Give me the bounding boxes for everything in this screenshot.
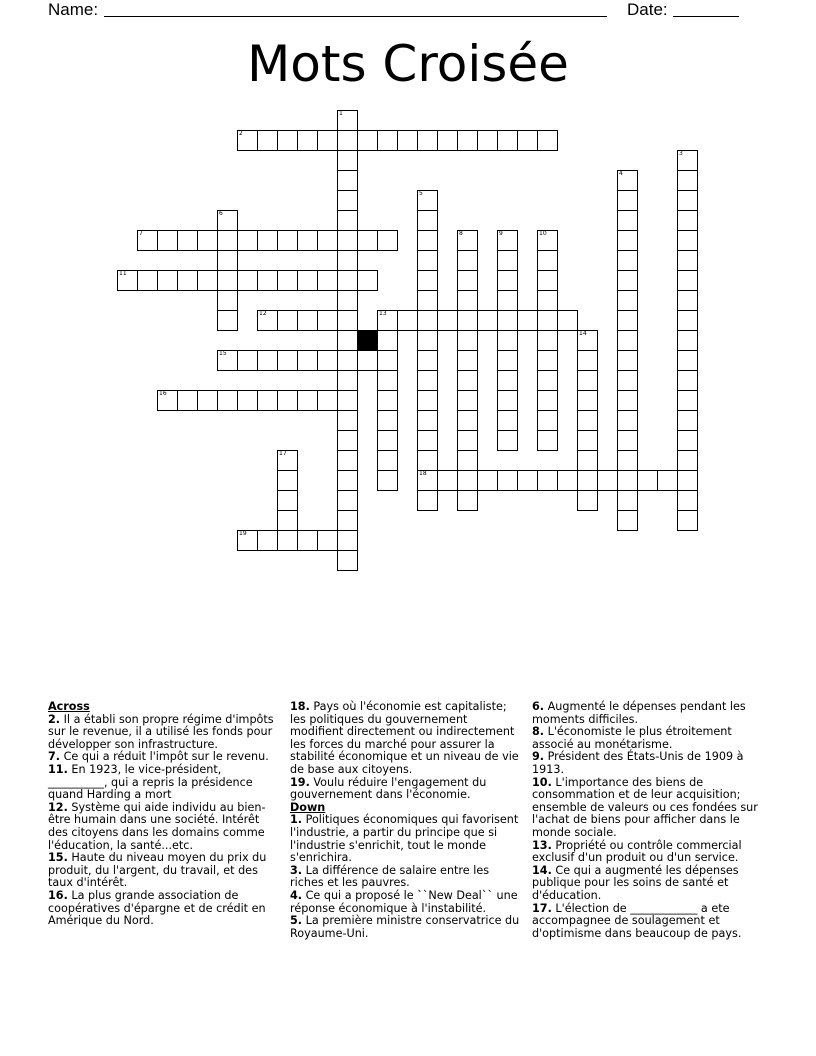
clue-item (290, 777, 522, 802)
grid-cell[interactable] (277, 390, 298, 411)
clue-text: Pays où l'économie est capitaliste; les politiques du gouvernement modifient directement ou indirectement les forces du marché pour assurer la stabilité économique et un niveau de vie de base aux citoyens. (290, 700, 519, 776)
clue-number: 18 (419, 470, 427, 477)
name-label: Name: (48, 0, 99, 19)
grid-cell[interactable] (297, 130, 318, 151)
grid-cell[interactable] (677, 370, 698, 391)
clue-number-label: 1. (290, 813, 303, 827)
grid-cell[interactable] (497, 430, 518, 451)
clue-number-label: 6. (532, 700, 545, 713)
grid-cell[interactable] (317, 130, 338, 151)
grid-cell[interactable] (417, 210, 438, 231)
grid-cell[interactable] (597, 470, 618, 491)
grid-cell[interactable] (537, 130, 558, 151)
grid-cell[interactable] (437, 470, 458, 491)
grid-cell[interactable] (537, 370, 558, 391)
grid-cell[interactable] (417, 370, 438, 391)
clue-number: 4 (619, 170, 623, 177)
grid-cell[interactable] (677, 270, 698, 291)
grid-cell[interactable] (677, 230, 698, 251)
grid-cell[interactable] (497, 410, 518, 431)
grid-cell[interactable] (377, 230, 398, 251)
clues-column-3 (532, 701, 764, 940)
grid-cell[interactable] (357, 270, 378, 291)
clue-item (532, 751, 764, 776)
clues-column-1 (48, 701, 276, 928)
clue-number: 7 (139, 230, 143, 237)
grid-cell[interactable] (257, 390, 278, 411)
grid-cell[interactable] (437, 130, 458, 151)
grid-cell[interactable] (377, 370, 398, 391)
grid-cell[interactable] (317, 270, 338, 291)
grid-cell[interactable] (617, 370, 638, 391)
clue-item (532, 840, 764, 865)
grid-cell[interactable] (337, 410, 358, 431)
grid-cell[interactable] (537, 390, 558, 411)
grid-cell[interactable] (577, 430, 598, 451)
clue-number-label: 7. (48, 750, 61, 764)
grid-cell[interactable] (537, 270, 558, 291)
clue-number: 3 (679, 150, 683, 157)
grid-cell[interactable] (317, 390, 338, 411)
grid-cell[interactable] (397, 130, 418, 151)
grid-cell[interactable] (337, 210, 358, 231)
clue-number: 6 (219, 210, 223, 217)
grid-cell[interactable] (677, 350, 698, 371)
grid-cell[interactable] (497, 270, 518, 291)
grid-cell[interactable] (497, 130, 518, 151)
grid-cell[interactable] (677, 330, 698, 351)
grid-cell[interactable] (277, 490, 298, 511)
grid-cell[interactable] (277, 530, 298, 551)
grid-cell[interactable] (457, 470, 478, 491)
grid-cell[interactable] (617, 470, 638, 491)
clue-text: Ce qui a réduit l'impôt sur le revenu. (60, 750, 269, 764)
clue-item (290, 865, 522, 890)
grid-cell[interactable] (537, 350, 558, 371)
clue-number-label: 17. (532, 901, 552, 915)
grid-cell[interactable] (617, 450, 638, 471)
grid-cell[interactable] (457, 390, 478, 411)
grid-cell[interactable] (157, 270, 178, 291)
grid-cell[interactable] (677, 470, 698, 491)
grid-cell[interactable] (257, 270, 278, 291)
clue-item (532, 865, 764, 903)
grid-cell[interactable] (497, 310, 518, 331)
grid-cell[interactable] (177, 270, 198, 291)
grid-cell[interactable] (577, 490, 598, 511)
grid-cell[interactable] (337, 450, 358, 471)
clue-number: 17 (279, 450, 287, 457)
clue-item (48, 714, 276, 752)
clue-number-label: 2. (48, 712, 61, 726)
grid-cell[interactable] (417, 130, 438, 151)
clue-text: Président des États-Unis de 1909 à 1913. (532, 750, 744, 776)
grid-cell[interactable] (357, 130, 378, 151)
grid-cell[interactable] (197, 390, 218, 411)
grid-cell[interactable] (257, 350, 278, 371)
grid-cell[interactable] (377, 350, 398, 371)
grid-cell[interactable] (677, 410, 698, 431)
grid-cell[interactable] (277, 310, 298, 331)
grid-cell[interactable] (337, 230, 358, 251)
grid-cell[interactable] (617, 350, 638, 371)
grid-cell[interactable] (197, 270, 218, 291)
grid-cell[interactable] (337, 550, 358, 571)
grid-cell[interactable] (577, 410, 598, 431)
grid-cell[interactable] (277, 270, 298, 291)
grid-cell[interactable] (457, 410, 478, 431)
grid-cell[interactable] (417, 410, 438, 431)
clue-number: 16 (159, 390, 167, 397)
grid-cell[interactable] (677, 490, 698, 511)
grid-cell[interactable] (457, 250, 478, 271)
grid-cell[interactable] (557, 310, 578, 331)
grid-cell[interactable] (457, 490, 478, 511)
grid-cell[interactable] (377, 470, 398, 491)
grid-cell[interactable] (337, 310, 358, 331)
grid-cell[interactable] (257, 230, 278, 251)
clue-text: L'importance des biens de consommation et de leur acquisition; ensemble de valeurs ou ces fondées sur l'achat de biens pour afficher dans le monde sociale. (532, 775, 758, 839)
clue-text: En 1923, le vice-président, __________, qui a repris la présidence quand Harding a mort (48, 762, 253, 802)
clue-number: 8 (459, 230, 463, 237)
clue-item (290, 814, 522, 864)
grid-cell[interactable] (617, 390, 638, 411)
clue-number: 10 (539, 230, 547, 237)
grid-cell[interactable] (537, 310, 558, 331)
grid-cell[interactable] (617, 290, 638, 311)
grid-cell[interactable] (277, 230, 298, 251)
grid-cell[interactable] (417, 490, 438, 511)
grid-cell[interactable] (677, 450, 698, 471)
grid-cell[interactable] (497, 250, 518, 271)
grid-cell[interactable] (457, 370, 478, 391)
page-title: Mots Croisée (247, 35, 569, 93)
grid-cell[interactable] (617, 190, 638, 211)
grid-cell[interactable] (537, 330, 558, 351)
clue-item (532, 903, 764, 941)
grid-cell[interactable] (417, 430, 438, 451)
grid-cell[interactable] (517, 130, 538, 151)
clue-item (48, 764, 276, 802)
grid-cell[interactable] (477, 310, 498, 331)
grid-cell[interactable] (197, 230, 218, 251)
grid-cell[interactable] (337, 170, 358, 191)
grid-cell[interactable] (277, 470, 298, 491)
clue-number-label: 8. (532, 725, 545, 739)
grid-cell[interactable] (377, 450, 398, 471)
clue-number: 5 (419, 190, 423, 197)
grid-cell[interactable] (457, 350, 478, 371)
clue-number-label: 15. (48, 851, 68, 865)
grid-cell[interactable] (157, 230, 178, 251)
grid-cell[interactable] (377, 410, 398, 431)
grid-cell[interactable] (257, 130, 278, 151)
clue-number: 11 (119, 270, 127, 277)
clue-item (532, 777, 764, 840)
clue-number: 2 (239, 130, 243, 137)
grid-cell[interactable] (417, 290, 438, 311)
grid-cell[interactable] (337, 290, 358, 311)
grid-cell[interactable] (677, 390, 698, 411)
date-label: Date: (627, 0, 668, 19)
grid-cell[interactable] (537, 290, 558, 311)
grid-cell[interactable] (337, 350, 358, 371)
grid-cell[interactable] (337, 370, 358, 391)
clue-number: 19 (239, 530, 247, 537)
clue-number-label: 13. (532, 838, 552, 852)
clue-number-label: 18. (290, 700, 310, 713)
grid-cell[interactable] (617, 410, 638, 431)
clue-number: 13 (379, 310, 387, 317)
clue-item (532, 726, 764, 751)
clue-number-label: 12. (48, 800, 68, 814)
clue-text: La première ministre conservatrice du Royaume-Uni. (290, 914, 520, 940)
clue-text: Ce qui a proposé le ``New Deal`` une réponse économique à l'instabilité. (290, 888, 518, 915)
clue-text: La différence de salaire entre les riches et les pauvres. (290, 863, 490, 890)
grid-cell[interactable] (457, 430, 478, 451)
grid-cell[interactable] (457, 270, 478, 291)
grid-cell[interactable] (617, 330, 638, 351)
grid-cell[interactable] (297, 270, 318, 291)
grid-cell[interactable] (237, 230, 258, 251)
grid-cell[interactable] (337, 510, 358, 531)
clue-text: L'économiste le plus étroitement associé au monétarisme. (532, 725, 732, 751)
grid-cell[interactable] (177, 230, 198, 251)
grid-cell[interactable] (677, 430, 698, 451)
grid-cell[interactable] (617, 430, 638, 451)
grid-cell[interactable] (477, 130, 498, 151)
grid-cell[interactable] (297, 390, 318, 411)
grid-cell[interactable] (477, 470, 498, 491)
grid-cell[interactable] (357, 230, 378, 251)
grid-cell[interactable] (337, 250, 358, 271)
grid-cell[interactable] (637, 470, 658, 491)
grid-cell[interactable] (497, 390, 518, 411)
clue-number-label: 19. (290, 775, 310, 789)
clue-text: La plus grande association de coopératives d'épargne et de crédit en Amérique du Nord. (48, 888, 266, 928)
grid-cell[interactable] (257, 530, 278, 551)
clue-number-label: 9. (532, 750, 545, 764)
grid-cell[interactable] (617, 250, 638, 271)
grid-cell[interactable] (497, 350, 518, 371)
clue-item (290, 890, 522, 915)
grid-cell[interactable] (137, 270, 158, 291)
grid-cell[interactable] (317, 310, 338, 331)
grid-cell[interactable] (377, 390, 398, 411)
grid-cell[interactable] (237, 390, 258, 411)
grid-cell[interactable] (517, 470, 538, 491)
clue-number: 9 (499, 230, 503, 237)
clue-number-label: 4. (290, 888, 303, 902)
grid-cell[interactable] (417, 390, 438, 411)
grid-cell[interactable] (237, 350, 258, 371)
grid-cell[interactable] (217, 310, 238, 331)
grid-cell[interactable] (217, 390, 238, 411)
grid-cell[interactable] (377, 430, 398, 451)
clue-item (48, 852, 276, 890)
grid-cell[interactable] (337, 330, 358, 351)
grid-cell[interactable] (337, 390, 358, 411)
grid-cell[interactable] (317, 350, 338, 371)
grid-cell[interactable] (457, 130, 478, 151)
grid-cell[interactable] (417, 350, 438, 371)
grid-cell[interactable] (577, 370, 598, 391)
grid-cell[interactable] (417, 450, 438, 471)
grid-cell[interactable] (437, 310, 458, 331)
black-cell (357, 330, 378, 351)
grid-cell[interactable] (417, 330, 438, 351)
clue-number: 1 (339, 110, 343, 117)
grid-cell[interactable] (317, 530, 338, 551)
clue-number: 12 (259, 310, 267, 317)
grid-cell[interactable] (417, 230, 438, 251)
clue-number-label: 14. (532, 863, 552, 877)
grid-cell[interactable] (177, 390, 198, 411)
down-heading: Down (290, 800, 326, 814)
clue-text: Politiques économiques qui favorisent l'industrie, a partir du principe que si l'industrie s'enrichit, tout le monde s'enrichira. (290, 813, 519, 865)
grid-cell[interactable] (217, 250, 238, 271)
grid-cell[interactable] (617, 490, 638, 511)
grid-cell[interactable] (497, 330, 518, 351)
clue-text: Ce qui a augmenté les dépenses publique pour les soins de santé et d'éducation. (532, 863, 739, 902)
clue-item (290, 701, 522, 777)
grid-cell[interactable] (537, 250, 558, 271)
grid-cell[interactable] (337, 470, 358, 491)
clue-text: Système qui aide individu au bien-être humain dans une société. Intérêt des citoyens dans les domains comme l'éducation, la santé...etc. (48, 800, 266, 852)
grid-cell[interactable] (677, 170, 698, 191)
grid-cell[interactable] (337, 190, 358, 211)
clue-item (48, 802, 276, 852)
grid-cell[interactable] (317, 230, 338, 251)
clue-text: Voulu réduire l'engagement du gouvernement dans l'économie. (290, 775, 487, 802)
clue-number-label: 10. (532, 775, 552, 789)
grid-cell[interactable] (497, 370, 518, 391)
clues-column-2 (290, 701, 522, 940)
grid-cell[interactable] (617, 230, 638, 251)
clue-item (48, 890, 276, 928)
grid-cell[interactable] (297, 350, 318, 371)
grid-cell[interactable] (297, 310, 318, 331)
clue-item (290, 915, 522, 940)
grid-cell[interactable] (217, 230, 238, 251)
clue-number-label: 3. (290, 863, 303, 877)
grid-cell[interactable] (417, 310, 438, 331)
grid-cell[interactable] (337, 530, 358, 551)
grid-cell[interactable] (577, 350, 598, 371)
clue-number: 15 (219, 350, 227, 357)
grid-cell[interactable] (577, 470, 598, 491)
clue-number-label: 5. (290, 914, 303, 928)
clue-text: L'élection de ____________ a ete accompagnee de soulagement et d'optimisme dans beaucoup de pays. (532, 901, 742, 940)
grid-cell[interactable] (457, 310, 478, 331)
grid-cell[interactable] (457, 290, 478, 311)
grid-cell[interactable] (417, 270, 438, 291)
grid-cell[interactable] (397, 310, 418, 331)
grid-cell[interactable] (617, 510, 638, 531)
grid-cell[interactable] (297, 530, 318, 551)
grid-cell[interactable] (337, 150, 358, 171)
grid-cell[interactable] (377, 130, 398, 151)
grid-cell[interactable] (217, 290, 238, 311)
grid-cell[interactable] (537, 430, 558, 451)
grid-cell[interactable] (337, 430, 358, 451)
across-heading: Across (48, 700, 90, 713)
grid-cell[interactable] (337, 130, 358, 151)
grid-cell[interactable] (677, 250, 698, 271)
grid-cell[interactable] (617, 310, 638, 331)
grid-cell[interactable] (657, 470, 678, 491)
clue-number: 14 (579, 330, 587, 337)
clue-text: Il a établi son propre régime d'impôts sur le revenue, il a utilisé les fonds pour développer son infrastructure. (48, 712, 274, 751)
grid-cell[interactable] (377, 330, 398, 351)
grid-cell[interactable] (677, 210, 698, 231)
grid-cell[interactable] (457, 450, 478, 471)
grid-cell[interactable] (337, 270, 358, 291)
grid-cell[interactable] (557, 470, 578, 491)
grid-cell[interactable] (677, 290, 698, 311)
grid-cell[interactable] (517, 310, 538, 331)
grid-cell[interactable] (577, 450, 598, 471)
grid-cell[interactable] (497, 470, 518, 491)
grid-cell[interactable] (577, 390, 598, 411)
grid-cell[interactable] (617, 210, 638, 231)
grid-cell[interactable] (617, 270, 638, 291)
grid-cell[interactable] (677, 510, 698, 531)
grid-cell[interactable] (277, 510, 298, 531)
grid-cell[interactable] (537, 470, 558, 491)
clue-item (532, 701, 764, 726)
grid-cell[interactable] (277, 350, 298, 371)
clue-number-label: 11. (48, 762, 68, 776)
grid-cell[interactable] (677, 310, 698, 331)
grid-cell[interactable] (677, 190, 698, 211)
grid-cell[interactable] (457, 330, 478, 351)
grid-cell[interactable] (537, 410, 558, 431)
clue-text: Haute du niveau moyen du prix du produit, du l'argent, du travail, et des taux d'intérêt. (48, 851, 267, 890)
grid-cell[interactable] (337, 490, 358, 511)
grid-cell[interactable] (357, 350, 378, 371)
clue-text: Augmenté le dépenses pendant les moments difficiles. (532, 700, 746, 726)
grid-cell[interactable] (277, 130, 298, 151)
grid-cell[interactable] (497, 290, 518, 311)
grid-cell[interactable] (237, 270, 258, 291)
clue-number-label: 16. (48, 888, 68, 902)
grid-cell[interactable] (217, 270, 238, 291)
grid-cell[interactable] (417, 250, 438, 271)
grid-cell[interactable] (297, 230, 318, 251)
clue-text: Propriété ou contrôle commercial exclusif d'un produit ou d'un service. (532, 838, 742, 865)
